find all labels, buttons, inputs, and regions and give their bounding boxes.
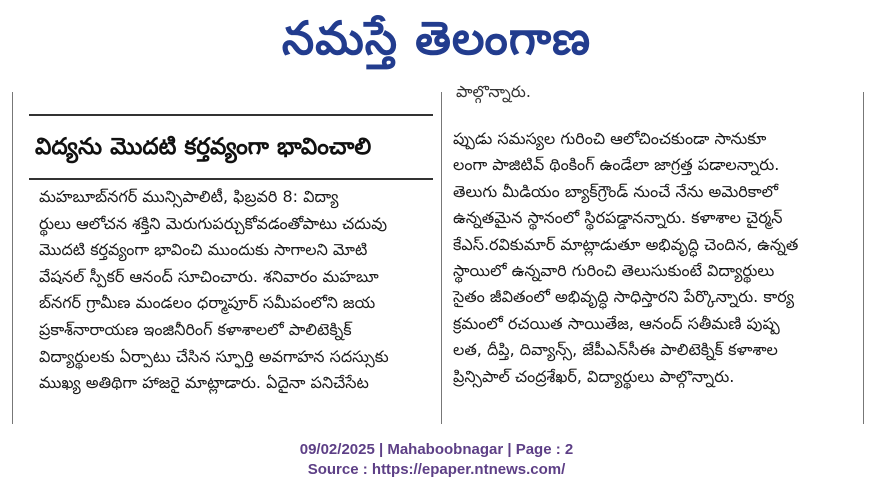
article-body-right-column (453, 126, 853, 422)
body-line: మహబూబ్‌నగర్ మున్సిపాలిటీ, ఫిబ్రవరి 8: విద్యా (39, 187, 339, 206)
body-line: లత, దీప్తి, దివ్యాన్స్, జేపీఎన్‌సీఈ పాలిటెక్నిక్ కళాశాల (453, 340, 778, 360)
source-line: Source : https://epaper.ntnews.com/ (307, 461, 566, 478)
newspaper-title: నమస్తే తెలంగాణ (281, 10, 592, 65)
article-headline: విద్యను మొదటి కర్తవ్యంగా భావించాలి (35, 134, 372, 160)
body-line: బ్‌నగర్ గ్రామీణ మండలం ధర్మాపూర్ సమీపంలోని జయ (39, 293, 376, 313)
body-line: ప్రిన్సిపాల్ చంద్రశేఖర్, విద్యార్థులు పాల్గొన్నారు. (453, 366, 735, 386)
body-line: విద్యార్థులకు ఏర్పాటు చేసిన స్ఫూర్తి అవగాహన సదస్సుకు (39, 346, 389, 366)
article-clipping (12, 82, 864, 424)
body-line: మొదటి కర్తవ్యంగా భావించి ముందుకు సాగాలని మోటి (39, 240, 368, 260)
column-divider (441, 92, 442, 424)
article-body-left-column (39, 184, 433, 422)
masthead (0, 0, 873, 75)
headline-bottom-rule (29, 178, 433, 180)
body-line: క్రమంలో రచయిత సాయితేజ, ఆనంద్ సతీమణి పుష్ప (453, 313, 780, 333)
body-line: కేఎస్.రవికుమార్ మాట్లాడుతూ అభివృద్ధి చెందిన, ఉన్నత (453, 234, 799, 254)
body-line: ముఖ్య అతిథిగా హాజరై మాట్లాడారు. ఏదైనా పనిచేసేట (39, 373, 369, 393)
body-line: సైతం జీవితంలో అభివృద్ధి సాధిస్తారని పేర్కొన్నారు. కార్య (453, 287, 795, 307)
body-line: వేషనల్ స్పీకర్ ఆనంద్ సూచించారు. శనివారం మహబూ (39, 266, 379, 286)
body-line: స్థాయిలో ఉన్నవారి గురించి తెలుసుకుంటే విద్యార్థులు (453, 260, 775, 280)
body-line: ప్రకాశ్‌నారాయణ ఇంజినీరింగ్ కళాశాలలో పాలిటెక్నిక్ (39, 319, 352, 339)
headline-top-rule (29, 114, 433, 116)
body-line: తెలుగు మీడియం బ్యాక్‌గ్రౌండ్ నుంచే నేను అమెరికాలో (453, 181, 779, 201)
previous-article-fragment-left (39, 82, 429, 104)
body-line: లంగా పాజిటివ్ థింకింగ్ ఉండేలా జాగ్రత్త పడాలన్నారు. (453, 155, 780, 175)
page-footer (0, 440, 873, 480)
body-line: ప్పుడు సమస్యల గురించి ఆలోచించకుండా సానుకూ (453, 129, 767, 148)
previous-article-fragment-right: పాల్గొన్నారు. (456, 82, 531, 101)
edition-date-line: 09/02/2025 | Mahaboobnagar | Page : 2 (299, 441, 574, 458)
body-line: ఉన్నతమైన స్థానంలో స్థిరపడ్డానన్నారు. కళాశాల చైర్మన్ (453, 208, 783, 228)
body-line: ర్థులు ఆలోచన శక్తిని మెరుగుపర్చుకోవడంతోపాటు చదువు (39, 213, 388, 233)
